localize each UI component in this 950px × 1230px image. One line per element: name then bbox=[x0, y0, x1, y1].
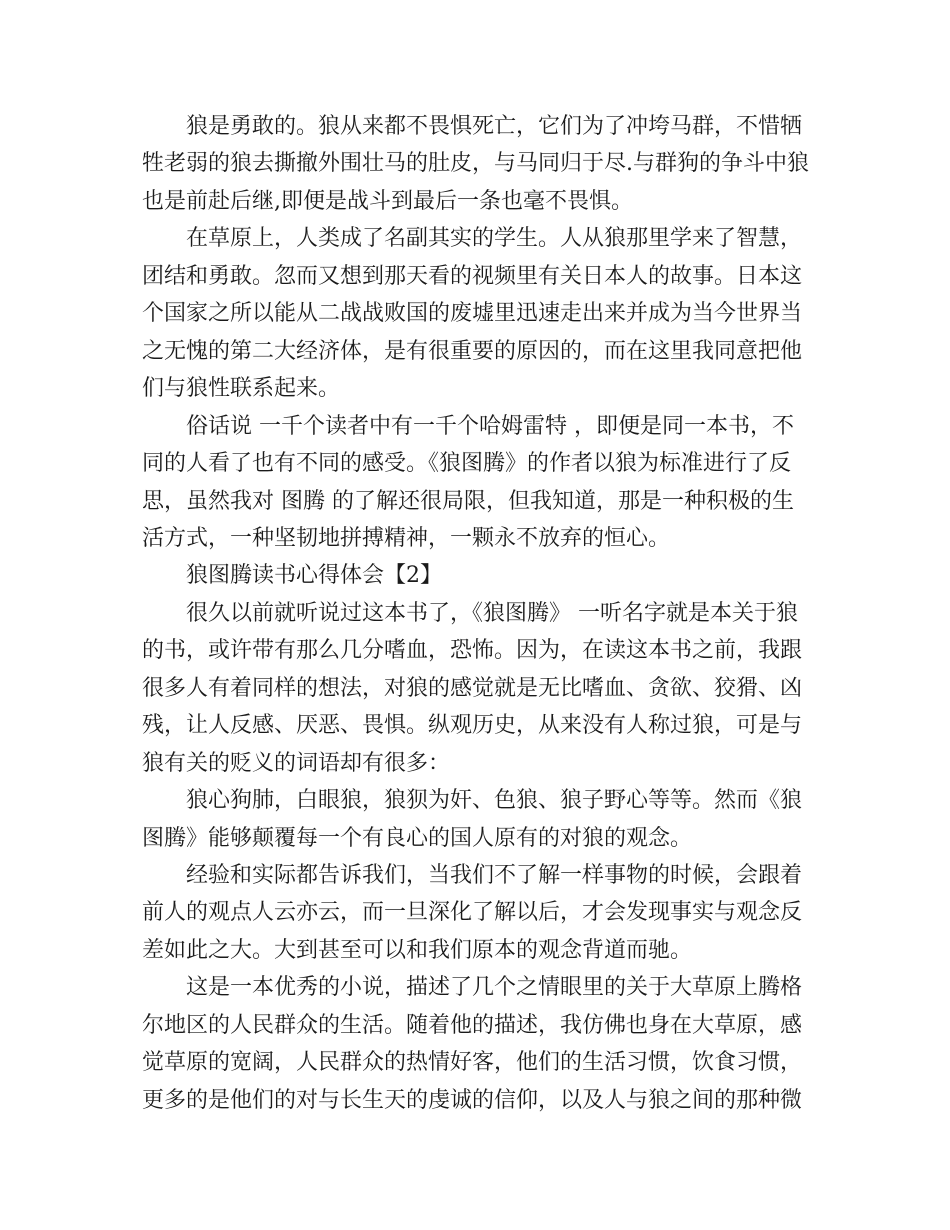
paragraph-first-line: 狼图腾读书心得体会【2】 bbox=[186, 563, 442, 588]
paragraph-line: 个国家之所以能从二战战败国的废墟里迅速走出来并成为当今世界当 bbox=[142, 301, 803, 326]
paragraph-line: 图腾》能够颠覆每一个有良心的国人原有的对狼的观念。 bbox=[142, 826, 693, 851]
paragraph-line: 也是前赴后继,即便是战斗到最后一条也毫不畏惧。 bbox=[142, 189, 633, 214]
paragraph-first-line: 狼心狗肺，白眼狼，狼狈为奸、色狼、狼子野心等等。然而《狼 bbox=[186, 788, 803, 813]
paragraph-line: 更多的是他们的对与长生天的虔诚的信仰，以及人与狼之间的那种微 bbox=[142, 1088, 803, 1113]
paragraph-line: 同的人看了也有不同的感受。《狼图腾》的作者以狼为标准进行了反 bbox=[142, 451, 792, 476]
paragraph-line: 前人的观点人云亦云，而一旦深化了解以后，才会发现事实与观念反 bbox=[142, 900, 803, 925]
paragraph-first-line: 狼是勇敢的。狼从来都不畏惧死亡，它们为了冲垮马群，不惜牺 bbox=[186, 114, 803, 139]
paragraph-line: 之无愧的第二大经济体，是有很重要的原因的，而在这里我同意把他 bbox=[142, 339, 803, 364]
paragraph-first-line: 在草原上，人类成了名副其实的学生。人从狼那里学来了智慧， bbox=[186, 226, 803, 251]
paragraph-line: 的书，或许带有那么几分嗜血，恐怖。因为，在读这本书之前，我跟 bbox=[142, 638, 803, 663]
paragraph-line: 团结和勇敢。忽而又想到那天看的视频里有关日本人的故事。日本这 bbox=[142, 264, 803, 289]
paragraph-line: 们与狼性联系起来。 bbox=[142, 376, 341, 401]
paragraph-line: 残，让人反感、厌恶、畏惧。纵观历史，从来没有人称过狼，可是与 bbox=[142, 713, 803, 738]
paragraph-line: 思，虽然我对 图腾 的了解还很局限，但我知道，那是一种积极的生 bbox=[142, 489, 794, 514]
paragraph-line: 觉草原的宽阔，人民群众的热情好客，他们的生活习惯，饮食习惯， bbox=[142, 1050, 803, 1075]
paragraph-line: 牲老弱的狼去撕撤外围壮马的肚皮，与马同归于尽.与群狗的争斗中狼 bbox=[142, 151, 809, 176]
paragraph-first-line: 这是一本优秀的小说，描述了几个之情眼里的关于大草原上腾格 bbox=[186, 975, 803, 1000]
paragraph-line: 差如此之大。大到甚至可以和我们原本的观念背道而驰。 bbox=[142, 938, 693, 963]
paragraph-first-line: 俗话说 一千个读者中有一千个哈姆雷特 ，即便是同一本书，不 bbox=[186, 414, 794, 439]
paragraph-line: 很多人有着同样的想法，对狼的感觉就是无比嗜血、贪欲、狡猾、凶 bbox=[142, 676, 803, 701]
paragraph-line: 活方式，一种坚韧地拼搏精神，一颗永不放弃的恒心。 bbox=[142, 526, 671, 551]
paragraph-first-line: 很久以前就听说过这本书了，《狼图腾》 一听名字就是本关于狼 bbox=[186, 601, 798, 626]
paragraph-line: 狼有关的贬义的词语却有很多： bbox=[142, 751, 451, 776]
paragraph-line: 尔地区的人民群众的生活。随着他的描述，我仿佛也身在大草原，感 bbox=[142, 1013, 803, 1038]
paragraph-first-line: 经验和实际都告诉我们，当我们不了解一样事物的时候，会跟着 bbox=[186, 863, 803, 888]
